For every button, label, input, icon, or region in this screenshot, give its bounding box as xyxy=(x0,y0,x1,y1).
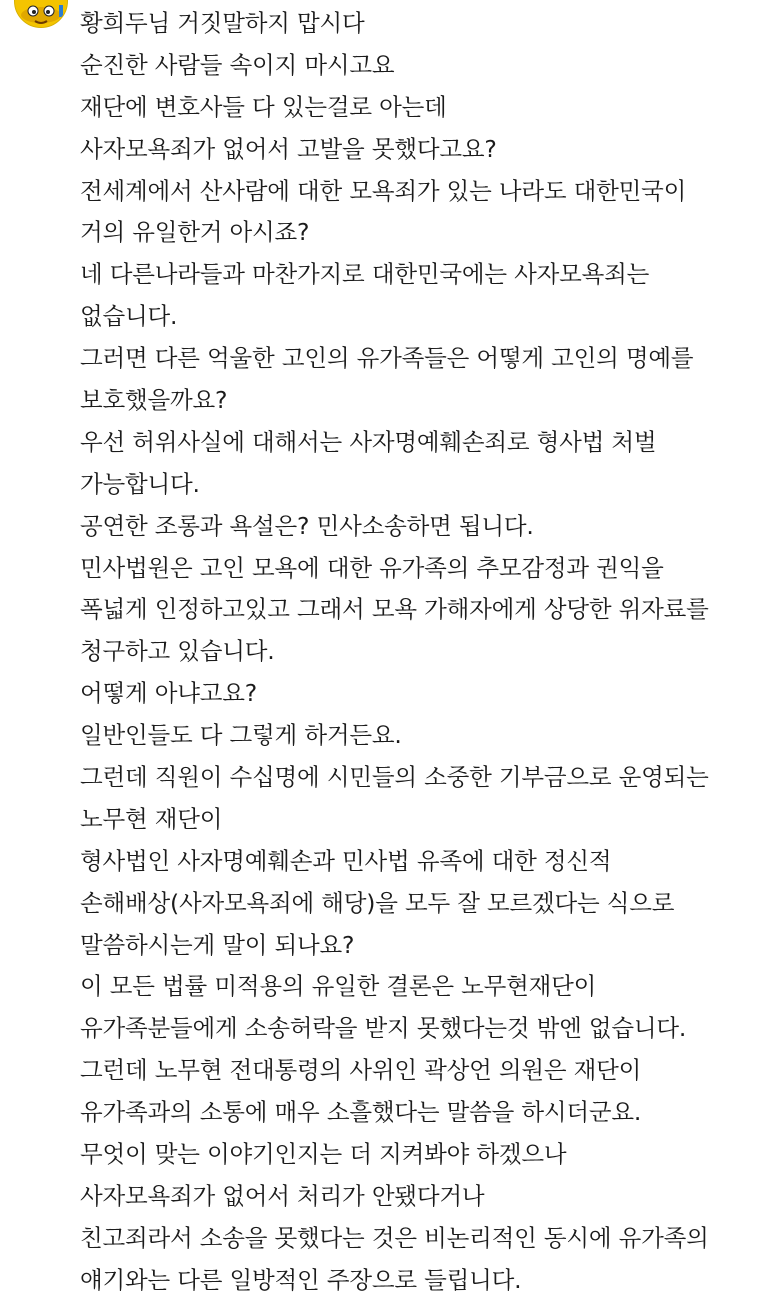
comment-line: 무엇이 맞는 이야기인지는 더 지켜봐야 하겠으나 xyxy=(80,1140,567,1169)
comment-line: 어떻게 아냐고요? xyxy=(80,679,258,708)
comment-line: 거의 유일한거 아시죠? xyxy=(80,218,310,247)
comment-line: 그런데 노무현 전대통령의 사위인 곽상언 의원은 재단이 xyxy=(80,1056,642,1085)
comment-line: 민사법원은 고인 모욕에 대한 유가족의 추모감정과 권익을 xyxy=(80,553,664,582)
comment-line: 일반인들도 다 그렇게 하거든요. xyxy=(80,721,402,750)
comment-line: 네 다른나라들과 마찬가지로 대한민국에는 사자모욕죄는 xyxy=(80,260,650,289)
comment-line: 그런데 직원이 수십명에 시민들의 소중한 기부금으로 운영되는 xyxy=(80,763,709,792)
comment-body xyxy=(80,3,760,1302)
comment-line: 재단에 변호사들 다 있는걸로 아는데 xyxy=(80,92,447,121)
comment-line: 황희두님 거짓말하지 맙시다 xyxy=(80,9,365,37)
yellow-character-avatar-icon xyxy=(15,0,67,27)
comment-line: 전세계에서 산사람에 대한 모욕죄가 있는 나라도 대한민국이 xyxy=(80,176,687,205)
comment-line: 없습니다. xyxy=(80,302,178,331)
comment-line: 형사법인 사자명예훼손과 민사법 유족에 대한 정신적 xyxy=(80,846,612,875)
comment-line: 유가족과의 소통에 매우 소흘했다는 말씀을 하시더군요. xyxy=(80,1098,642,1127)
comment-line: 이 모든 법률 미적용의 유일한 결론은 노무현재단이 xyxy=(80,972,597,1001)
comment-line: 말씀하시는게 말이 되나요? xyxy=(80,930,355,959)
user-avatar[interactable] xyxy=(14,0,68,28)
comment-line: 폭넓게 인정하고있고 그래서 모욕 가해자에게 상당한 위자료를 xyxy=(80,595,709,624)
comment-line: 얘기와는 다른 일방적인 주장으로 들립니다. xyxy=(80,1265,522,1294)
comment-line: 공연한 조롱과 욕설은? 민사소송하면 됩니다. xyxy=(80,511,534,540)
comment-line: 그러면 다른 억울한 고인의 유가족들은 어떻게 고인의 명예를 xyxy=(80,344,694,373)
comment-line: 가능합니다. xyxy=(80,469,200,498)
comment-line: 유가족분들에게 소송허락을 받지 못했다는것 밖엔 없습니다. xyxy=(80,1014,687,1043)
comment-line: 사자모욕죄가 없어서 처리가 안됐다거나 xyxy=(80,1181,485,1210)
comment-line: 노무현 재단이 xyxy=(80,804,223,833)
comment-line: 친고죄라서 소송을 못했다는 것은 비논리적인 동시에 유가족의 xyxy=(80,1223,709,1252)
comment-line: 청구하고 있습니다. xyxy=(80,637,275,666)
comment-line: 순진한 사람들 속이지 마시고요 xyxy=(80,50,395,79)
comment-line: 손해배상(사자모욕죄에 해당)을 모두 잘 모르겠다는 식으로 xyxy=(80,888,675,917)
comment-line: 보호했을까요? xyxy=(80,386,228,415)
comment-line: 사자모욕죄가 없어서 고발을 못했다고요? xyxy=(80,134,497,163)
comment-line: 우선 허위사실에 대해서는 사자명예훼손죄로 형사법 처벌 xyxy=(80,427,657,456)
